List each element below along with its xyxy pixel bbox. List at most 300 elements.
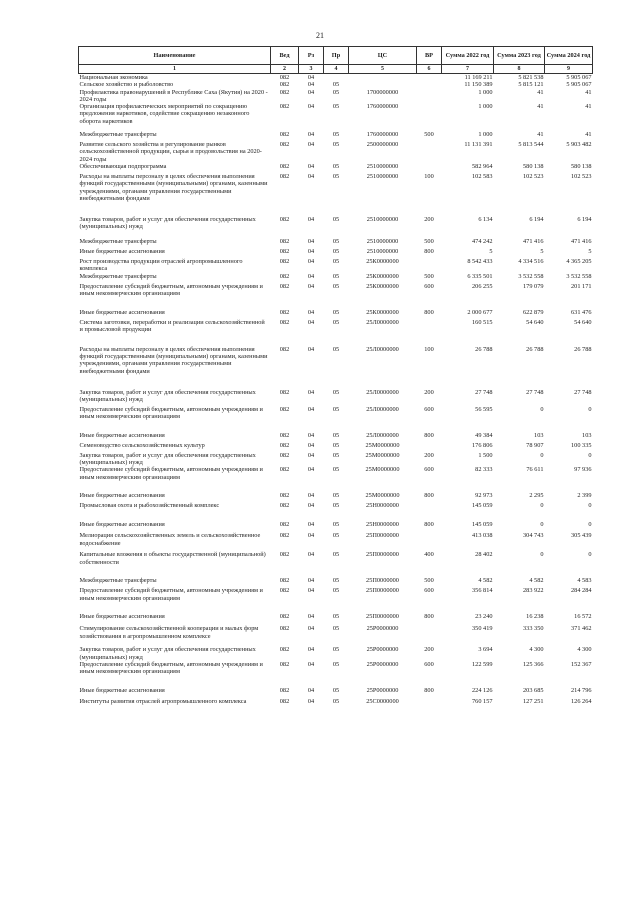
- cell-pr: 05: [332, 88, 340, 96]
- cell-vr: 800: [424, 431, 434, 439]
- cell-sum-2022: 1 000: [478, 88, 493, 96]
- col-header-rz: Рз: [299, 47, 324, 65]
- table-row: [79, 452, 593, 467]
- cell-name: Межбюджетные трансферты: [79, 238, 157, 246]
- cell-pr: 05: [332, 697, 340, 705]
- cell-sum-2024: 152 367: [571, 660, 592, 668]
- cell-sum-2023: 4 300: [529, 646, 544, 654]
- cell-cs: 25П0000000: [366, 532, 399, 540]
- cell-rz: 04: [307, 502, 315, 510]
- table-row: [79, 432, 593, 442]
- cell-cs: 1760000000: [366, 103, 399, 111]
- cell-cs: 25М0000000: [365, 451, 400, 459]
- cell-cs: 25Л0000000: [366, 405, 399, 413]
- cell-sum-2022: 2 000 677: [467, 308, 493, 316]
- table-row: [79, 492, 593, 502]
- cell-ved: 082: [279, 587, 290, 595]
- cell-rz: 04: [307, 272, 315, 280]
- cell-pr: 05: [332, 258, 340, 266]
- cell-ved: 082: [279, 238, 290, 246]
- cell-sum-2022: 350 419: [472, 625, 493, 633]
- cell-sum-2022: 56 595: [475, 405, 493, 413]
- cell-sum-2024: 103: [582, 431, 592, 439]
- cell-vr: [417, 532, 442, 551]
- cell-sum-2022: 27 748: [475, 388, 493, 396]
- cell-pr: 05: [332, 248, 340, 256]
- cell-rz: 04: [307, 131, 315, 139]
- cell-cs: 25П0000000: [366, 613, 399, 621]
- cell-rz: 04: [307, 686, 315, 694]
- table-row: [79, 389, 593, 406]
- col-number: 9: [545, 65, 593, 74]
- cell-vr: 800: [424, 686, 434, 694]
- cell-sum-2023: 0: [540, 502, 544, 510]
- cell-cs: 25П0000000: [366, 587, 399, 595]
- table-row: [79, 103, 593, 131]
- cell-sum-2023: 580 138: [523, 163, 544, 171]
- cell-sum-2023: 41: [537, 131, 544, 139]
- cell-ved: 082: [279, 466, 290, 474]
- cell-pr: 05: [332, 103, 340, 111]
- cell-sum-2024: 100 335: [571, 441, 592, 449]
- cell-name: Семеноводство сельскохозяйственных культур: [79, 441, 205, 449]
- cell-pr: 05: [332, 131, 340, 139]
- cell-pr: 05: [332, 345, 340, 353]
- cell-ved: 082: [279, 532, 290, 540]
- cell-sum-2024: 2 399: [577, 492, 592, 500]
- cell-sum-2022: 11 150 389: [464, 81, 493, 89]
- cell-sum-2024: 54 640: [574, 318, 592, 326]
- cell-vr: 800: [424, 492, 434, 500]
- cell-cs: 2510000000: [366, 163, 399, 171]
- cell-name: Межбюджетные трансферты: [79, 272, 157, 280]
- cell-name: Стимулирование сельскохозяйственной кооперации и малых форм хозяйствования в агропромышленном комплексе: [79, 625, 259, 640]
- cell-cs: [349, 81, 417, 88]
- cell-name: Закупка товаров, работ и услуг для обеспечения государственных (муниципальных) нужд: [79, 646, 256, 661]
- cell-sum-2023: 0: [540, 405, 544, 413]
- cell-sum-2022: 5: [489, 248, 493, 256]
- cell-name: Предоставление субсидий бюджетным, автономным учреждениям и иным некоммерческим организациям: [79, 587, 263, 602]
- cell-vr: [417, 502, 442, 521]
- cell-vr: [417, 258, 442, 273]
- cell-ved: 082: [279, 441, 290, 449]
- col-header-sum-2022: Сумма 2022 год: [442, 47, 494, 65]
- cell-sum-2024: 0: [588, 521, 592, 529]
- cell-vr: 500: [424, 577, 434, 585]
- cell-name: Закупка товаров, работ и услуг для обеспечения государственных (муниципальных) нужд: [79, 388, 256, 404]
- cell-sum-2023: 203 685: [523, 686, 544, 694]
- cell-cs: 25М0000000: [365, 466, 400, 474]
- cell-rz: 04: [307, 431, 315, 439]
- col-number: 3: [299, 65, 324, 74]
- cell-vr: 600: [424, 660, 434, 668]
- cell-name: Расходы на выплаты персоналу в целях обеспечения выполнения функций государственными (муниципальными) органами, казенными учреждениями, органами управления государственными внебюджетными фондами: [79, 173, 268, 203]
- cell-cs: 25П0000000: [366, 551, 399, 559]
- table-row: [79, 309, 593, 319]
- cell-ved: 082: [279, 492, 290, 500]
- table-row: [79, 587, 593, 613]
- cell-pr: 05: [332, 625, 340, 633]
- cell-rz: 04: [307, 625, 315, 633]
- cell-ved: 082: [279, 521, 290, 529]
- cell-sum-2023: 127 251: [523, 697, 544, 705]
- cell-vr: 800: [424, 613, 434, 621]
- cell-vr: 200: [424, 646, 434, 654]
- cell-ved: 082: [279, 248, 290, 256]
- cell-rz: 04: [307, 81, 315, 89]
- cell-sum-2022: 145 059: [472, 521, 493, 529]
- cell-sum-2022: 28 402: [475, 551, 493, 559]
- cell-sum-2024: 0: [588, 451, 592, 459]
- cell-rz: 04: [307, 551, 315, 559]
- col-number: 2: [271, 65, 299, 74]
- cell-ved: 082: [279, 131, 290, 139]
- cell-sum-2024: 26 788: [574, 345, 592, 353]
- cell-pr: 05: [332, 318, 340, 326]
- cell-cs: 25М0000000: [365, 441, 400, 449]
- cell-pr: 05: [332, 141, 340, 149]
- cell-ved: 082: [279, 308, 290, 316]
- cell-sum-2022: 582 964: [472, 163, 493, 171]
- cell-vr: [417, 442, 442, 452]
- cell-pr: 05: [332, 551, 340, 559]
- table-row: [79, 466, 593, 492]
- cell-sum-2023: 4 582: [529, 577, 544, 585]
- cell-pr: 05: [332, 308, 340, 316]
- cell-name: Закупка товаров, работ и услуг для обеспечения государственных (муниципальных) нужд: [79, 216, 256, 231]
- cell-sum-2023: 5 815 121: [518, 81, 544, 89]
- cell-ved: 082: [279, 216, 290, 224]
- cell-cs: 25Л0000000: [366, 345, 399, 353]
- cell-sum-2023: 5: [540, 248, 544, 256]
- cell-sum-2023: 0: [540, 551, 544, 559]
- cell-name: Развитие сельского хозяйства и регулирование рынков сельскохозяйственной продукции, сырья и продовольствия на 2020-2024 годы: [79, 141, 262, 163]
- cell-ved: 082: [279, 141, 290, 149]
- col-header-sum-2023: Сумма 2023 год: [494, 47, 545, 65]
- table-row: [79, 661, 593, 687]
- cell-rz: 04: [307, 660, 315, 668]
- table-row: [79, 238, 593, 248]
- cell-rz: 04: [307, 238, 315, 246]
- column-number-row: [79, 65, 593, 74]
- cell-sum-2023: 179 079: [523, 282, 544, 290]
- cell-pr: 05: [332, 216, 340, 224]
- cell-vr: 600: [424, 466, 434, 474]
- cell-sum-2022: 1 500: [478, 451, 493, 459]
- cell-name: Сельское хозяйство и рыболовство: [79, 81, 174, 89]
- cell-sum-2024: 41: [585, 88, 592, 96]
- cell-cs: 25Л0000000: [366, 431, 399, 439]
- cell-rz: 04: [307, 258, 315, 266]
- cell-sum-2022: 1 000: [478, 103, 493, 111]
- col-number: 6: [417, 65, 442, 74]
- cell-pr: 05: [332, 431, 340, 439]
- cell-pr: 05: [332, 532, 340, 540]
- cell-sum-2024: 41: [585, 103, 592, 111]
- cell-sum-2024: 97 936: [574, 466, 592, 474]
- cell-sum-2022: 145 059: [472, 502, 493, 510]
- cell-sum-2024: 5 903 482: [566, 141, 592, 149]
- cell-pr: 05: [332, 388, 340, 396]
- cell-sum-2023: 41: [537, 88, 544, 96]
- col-number: 1: [79, 65, 271, 74]
- cell-ved: 082: [279, 502, 290, 510]
- cell-name: Мелиорация сельскохозяйственных земель и сельскохозяйственное водоснабжение: [79, 532, 261, 547]
- cell-vr: [417, 625, 442, 646]
- cell-name: Организация профилактических мероприятий по сокращению предложения наркотиков, содействие сокращению незаконного оборота наркотиков: [79, 103, 250, 125]
- table-row: [79, 163, 593, 173]
- cell-rz: 04: [307, 173, 315, 181]
- cell-rz: 04: [307, 521, 315, 529]
- cell-sum-2023: 41: [537, 103, 544, 111]
- cell-rz: 04: [307, 466, 315, 474]
- cell-sum-2023: 3 532 558: [518, 272, 544, 280]
- cell-cs: 25Н0000000: [366, 502, 399, 510]
- table-row: [79, 131, 593, 141]
- cell-vr: 500: [424, 272, 434, 280]
- cell-ved: 082: [279, 258, 290, 266]
- table-row: [79, 283, 593, 309]
- cell-name: Межбюджетные трансферты: [79, 131, 157, 139]
- cell-name: Капитальные вложения в объекты государственной (муниципальной) собственности: [79, 551, 266, 566]
- cell-vr: [417, 74, 442, 82]
- cell-sum-2023: 304 743: [523, 532, 544, 540]
- cell-name: Межбюджетные трансферты: [79, 577, 157, 585]
- cell-pr: 05: [332, 521, 340, 529]
- cell-vr: 800: [424, 248, 434, 256]
- cell-ved: 082: [279, 613, 290, 621]
- table-row: [79, 577, 593, 587]
- cell-sum-2023: 125 366: [523, 660, 544, 668]
- cell-vr: 200: [424, 216, 434, 224]
- cell-sum-2024: 305 439: [571, 532, 592, 540]
- cell-sum-2022: 413 038: [472, 532, 493, 540]
- cell-pr: 05: [332, 660, 340, 668]
- cell-ved: 082: [279, 697, 290, 705]
- table-body: [79, 74, 593, 708]
- table-row: [79, 258, 593, 273]
- table-row: [79, 74, 593, 82]
- cell-ved: 082: [279, 103, 290, 111]
- cell-name: Институты развития отраслей агропромышленного комплекса: [79, 697, 247, 705]
- cell-pr: 05: [332, 272, 340, 280]
- col-number: 5: [349, 65, 417, 74]
- cell-cs: 1760000000: [366, 131, 399, 139]
- cell-sum-2022: 176 806: [472, 441, 493, 449]
- cell-sum-2024: 5 905 067: [566, 74, 592, 81]
- cell-rz: 04: [307, 613, 315, 621]
- cell-sum-2024: 471 416: [571, 238, 592, 246]
- cell-cs: 25Н0000000: [366, 521, 399, 529]
- cell-sum-2022: 82 333: [475, 466, 493, 474]
- header-row: [79, 47, 593, 65]
- cell-sum-2022: 8 542 433: [467, 258, 493, 266]
- cell-vr: 600: [424, 282, 434, 290]
- cell-pr: 05: [332, 686, 340, 694]
- table-row: [79, 141, 593, 163]
- cell-sum-2022: 356 814: [472, 587, 493, 595]
- cell-cs: 25С0000000: [366, 697, 399, 705]
- table-row: [79, 532, 593, 551]
- cell-vr: [417, 141, 442, 163]
- cell-cs: 25П0000000: [366, 577, 399, 585]
- cell-sum-2024: 0: [588, 405, 592, 413]
- cell-sum-2024: 102 523: [571, 173, 592, 181]
- cell-name: Иные бюджетные ассигнования: [79, 613, 165, 621]
- cell-sum-2024: 371 462: [571, 625, 592, 633]
- cell-sum-2024: 0: [588, 502, 592, 510]
- cell-sum-2023: 622 879: [523, 308, 544, 316]
- col-number: 7: [442, 65, 494, 74]
- cell-name: Профилактика правонарушений в Республике Саха (Якутия) на 2020 - 2024 годы: [79, 88, 268, 103]
- cell-rz: 04: [307, 441, 315, 449]
- cell-sum-2022: 49 384: [475, 431, 493, 439]
- cell-pr: 05: [332, 163, 340, 171]
- cell-ved: 082: [279, 163, 290, 171]
- cell-ved: 082: [279, 345, 290, 353]
- table-row: [79, 248, 593, 258]
- cell-sum-2022: 160 515: [472, 318, 493, 326]
- cell-rz: 04: [307, 451, 315, 459]
- table-row: [79, 521, 593, 532]
- cell-sum-2023: 76 611: [526, 466, 544, 474]
- cell-name: Промысловая охота и рыбохозяйственный комплекс: [79, 502, 220, 510]
- cell-sum-2022: 6 335 501: [467, 272, 493, 280]
- cell-pr: 05: [332, 577, 340, 585]
- cell-rz: 04: [307, 388, 315, 396]
- table-row: [79, 646, 593, 661]
- cell-vr: [417, 89, 442, 104]
- cell-sum-2022: 760 157: [472, 697, 493, 705]
- cell-rz: 04: [307, 345, 315, 353]
- col-number: 8: [494, 65, 545, 74]
- cell-sum-2023: 333 350: [523, 625, 544, 633]
- cell-ved: 082: [279, 88, 290, 96]
- cell-sum-2024: 4 365 205: [566, 258, 592, 266]
- cell-ved: 082: [279, 272, 290, 280]
- cell-cs: 25Л0000000: [366, 388, 399, 396]
- cell-pr: 05: [332, 613, 340, 621]
- cell-vr: [417, 103, 442, 131]
- cell-ved: 082: [279, 646, 290, 654]
- cell-rz: 04: [307, 163, 315, 171]
- cell-sum-2023: 5 821 538: [518, 74, 544, 81]
- cell-rz: 04: [307, 697, 315, 705]
- cell-ved: 082: [279, 451, 290, 459]
- cell-pr: 05: [332, 451, 340, 459]
- cell-pr: [324, 74, 349, 82]
- cell-pr: 05: [332, 587, 340, 595]
- cell-ved: 082: [279, 660, 290, 668]
- table-row: [79, 551, 593, 577]
- cell-sum-2023: 5 813 544: [518, 141, 544, 149]
- table-row: [79, 406, 593, 432]
- cell-rz: 04: [307, 103, 315, 111]
- cell-sum-2024: 41: [585, 131, 592, 139]
- cell-name: Иные бюджетные ассигнования: [79, 686, 165, 694]
- cell-sum-2024: 27 748: [574, 388, 592, 396]
- cell-pr: 05: [332, 405, 340, 413]
- cell-rz: 04: [307, 141, 315, 149]
- col-header-ved: Вед: [271, 47, 299, 65]
- table-row: [79, 613, 593, 625]
- table-row: [79, 319, 593, 346]
- cell-sum-2023: 0: [540, 451, 544, 459]
- cell-vr: 600: [424, 587, 434, 595]
- cell-ved: 082: [279, 686, 290, 694]
- cell-name: Закупка товаров, работ и услуг для обеспечения государственных (муниципальных) нужд: [79, 451, 256, 467]
- cell-sum-2022: 474 242: [472, 238, 493, 246]
- cell-sum-2023: 471 416: [523, 238, 544, 246]
- cell-name: Предоставление субсидий бюджетным, автономным учреждениям и иным некоммерческим организациям: [79, 660, 263, 676]
- cell-sum-2022: 26 788: [475, 345, 493, 353]
- cell-name: Предоставление субсидий бюджетным, автономным учреждениям и иным некоммерческим организациям: [79, 282, 263, 298]
- cell-rz: 04: [307, 248, 315, 256]
- cell-cs: [349, 74, 417, 82]
- cell-cs: 25К0000000: [366, 282, 399, 290]
- cell-rz: 04: [307, 282, 315, 290]
- cell-ved: 082: [279, 431, 290, 439]
- cell-sum-2024: 5 905 067: [566, 81, 592, 89]
- cell-sum-2024: 580 138: [571, 163, 592, 171]
- cell-name: Иные бюджетные ассигнования: [79, 431, 165, 439]
- cell-sum-2024: 3 532 558: [566, 272, 592, 280]
- cell-name: Иные бюджетные ассигнования: [79, 492, 165, 500]
- table-row: [79, 502, 593, 521]
- cell-cs: 2510000000: [366, 248, 399, 256]
- cell-sum-2023: 54 640: [526, 318, 544, 326]
- cell-rz: 04: [307, 646, 315, 654]
- budget-table: [78, 46, 593, 708]
- table-row: [79, 89, 593, 104]
- cell-sum-2022: 224 126: [472, 686, 493, 694]
- cell-vr: 600: [424, 405, 434, 413]
- cell-ved: 082: [279, 577, 290, 585]
- cell-sum-2023: 27 748: [526, 388, 544, 396]
- table-row: [79, 442, 593, 452]
- cell-sum-2024: 4 300: [577, 646, 592, 654]
- table-row: [79, 625, 593, 646]
- cell-sum-2023: 4 334 516: [518, 258, 544, 266]
- cell-sum-2023: 26 788: [526, 345, 544, 353]
- cell-sum-2023: 78 907: [526, 441, 544, 449]
- table-row: [79, 216, 593, 238]
- cell-cs: 2510000000: [366, 173, 399, 181]
- cell-name: Иные бюджетные ассигнования: [79, 248, 165, 256]
- cell-ved: 082: [279, 81, 290, 89]
- cell-sum-2022: 206 255: [472, 282, 493, 290]
- cell-ved: 082: [279, 405, 290, 413]
- cell-cs: 25Р0000000: [366, 660, 399, 668]
- cell-sum-2024: 214 796: [571, 686, 592, 694]
- cell-cs: 25К0000000: [366, 308, 399, 316]
- col-header-vr: ВР: [417, 47, 442, 65]
- col-header-name: Наименование: [79, 47, 271, 65]
- cell-cs: 25К0000000: [366, 258, 399, 266]
- cell-cs: 2510000000: [366, 238, 399, 246]
- cell-sum-2022: 4 582: [478, 577, 493, 585]
- cell-vr: 500: [424, 131, 434, 139]
- cell-pr: 05: [332, 466, 340, 474]
- cell-rz: 04: [307, 74, 315, 81]
- cell-sum-2022: 102 583: [472, 173, 493, 181]
- cell-vr: 500: [424, 238, 434, 246]
- cell-vr: 800: [424, 308, 434, 316]
- cell-sum-2023: 16 238: [526, 613, 544, 621]
- cell-sum-2023: 283 922: [523, 587, 544, 595]
- cell-sum-2022: 1 000: [478, 131, 493, 139]
- cell-pr: 05: [332, 282, 340, 290]
